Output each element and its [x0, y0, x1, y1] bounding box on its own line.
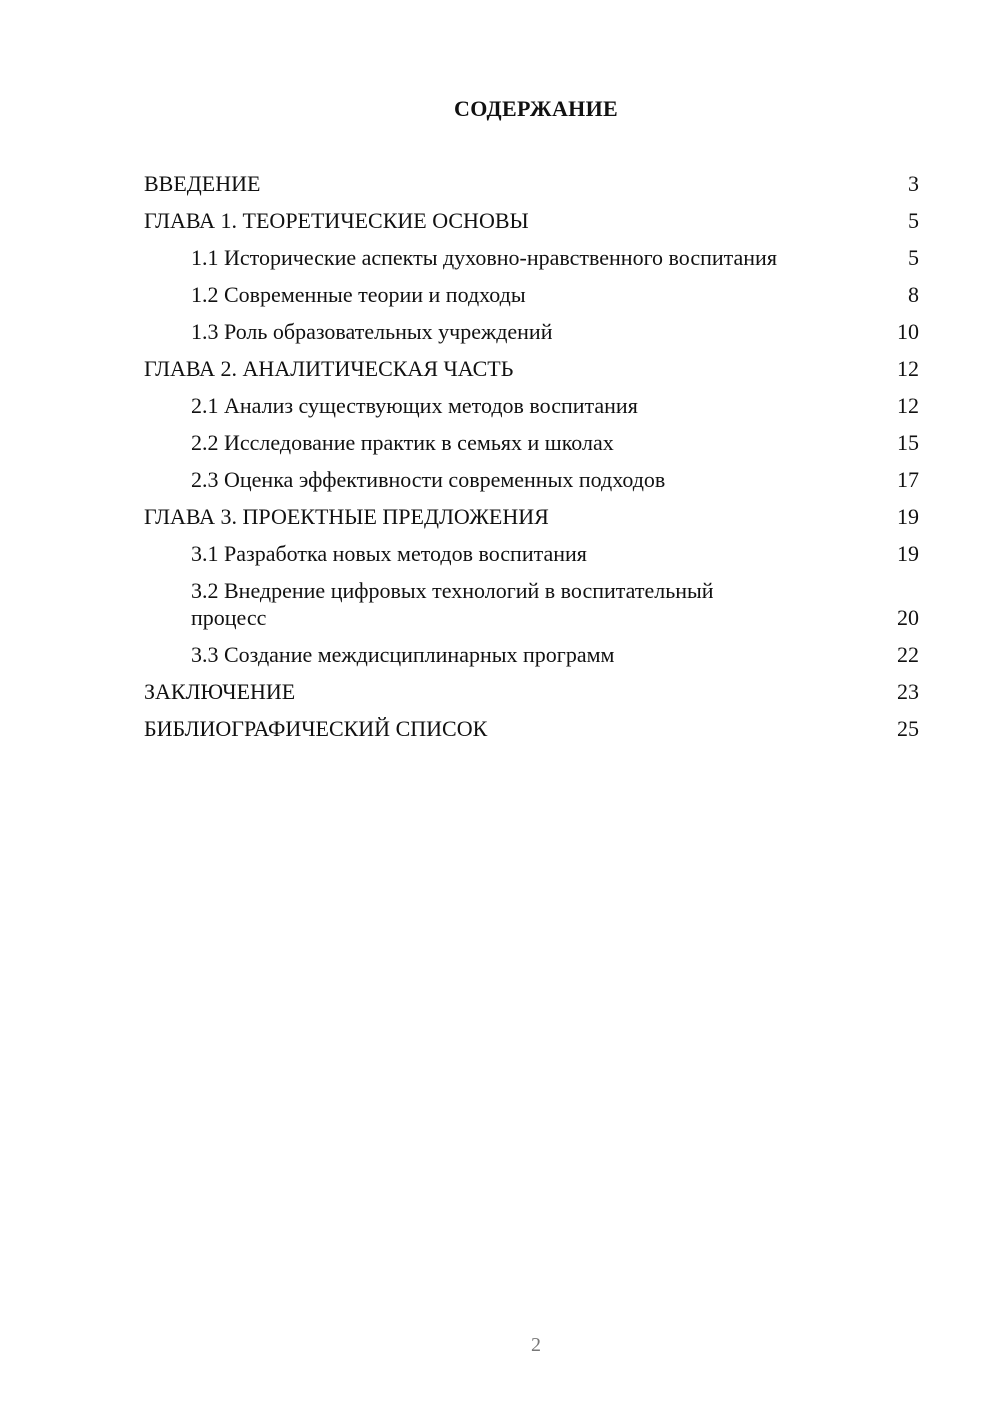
toc-entry — [144, 318, 919, 355]
toc-entry — [144, 540, 919, 577]
page-title: СОДЕРЖАНИЕ — [454, 96, 618, 121]
toc-entry-page: 23 — [897, 679, 919, 704]
toc-entry-text: 2.3 Оценка эффективности современных подходов — [191, 467, 666, 492]
toc-entry — [144, 244, 919, 281]
toc-entry — [144, 207, 919, 244]
toc-entry-page: 15 — [897, 430, 919, 455]
toc-entry — [144, 429, 919, 466]
toc-entry-page: 10 — [897, 319, 919, 344]
toc-entry-page: 20 — [897, 605, 919, 630]
toc-entry-page: 12 — [897, 356, 919, 381]
toc-entry-text: ГЛАВА 1. ТЕОРЕТИЧЕСКИЕ ОСНОВЫ — [144, 208, 529, 233]
page-number: 2 — [531, 1334, 541, 1356]
toc-entry — [144, 577, 919, 641]
toc-entry — [144, 355, 919, 392]
toc-entry-page: 17 — [897, 467, 919, 492]
toc-entry-text: ГЛАВА 2. АНАЛИТИЧЕСКАЯ ЧАСТЬ — [144, 356, 514, 381]
toc-entry-page: 5 — [908, 245, 919, 270]
toc-entry-page: 5 — [908, 208, 919, 233]
toc-entry-text: ЗАКЛЮЧЕНИЕ — [144, 679, 296, 704]
toc-entry-text: ВВЕДЕНИЕ — [144, 171, 261, 196]
toc-entry-page: 12 — [897, 393, 919, 418]
toc-entry — [144, 641, 919, 678]
toc-entry — [144, 466, 919, 503]
toc-entry — [144, 392, 919, 429]
toc-entry-text: 3.3 Создание междисциплинарных программ — [191, 642, 615, 667]
toc-entry-page: 3 — [908, 171, 919, 196]
toc-entry-page: 19 — [897, 504, 919, 529]
toc-entry-text: 1.2 Современные теории и подходы — [191, 282, 526, 307]
toc-entry-page: 19 — [897, 541, 919, 566]
toc-entry-text: БИБЛИОГРАФИЧЕСКИЙ СПИСОК — [144, 716, 488, 741]
toc-entry — [144, 170, 919, 207]
table-of-contents — [144, 170, 919, 752]
toc-entry-text: 1.1 Исторические аспекты духовно-нравственного воспитания — [191, 245, 777, 270]
toc-entry — [144, 503, 919, 540]
toc-entry-text: 3.1 Разработка новых методов воспитания — [191, 541, 587, 566]
toc-entry — [144, 678, 919, 715]
toc-entry — [144, 715, 919, 752]
toc-entry-text: ГЛАВА 3. ПРОЕКТНЫЕ ПРЕДЛОЖЕНИЯ — [144, 504, 549, 529]
toc-entry-page: 22 — [897, 642, 919, 667]
toc-entry-text: 2.2 Исследование практик в семьях и школах — [191, 430, 614, 455]
toc-entry-text: 1.3 Роль образовательных учреждений — [191, 319, 553, 344]
toc-entry-page: 25 — [897, 716, 919, 741]
toc-entry-text: 3.2 Внедрение цифровых технологий в воспитательный процесс — [191, 578, 714, 630]
toc-entry-text: 2.1 Анализ существующих методов воспитания — [191, 393, 638, 418]
toc-entry — [144, 281, 919, 318]
toc-entry-page: 8 — [908, 282, 919, 307]
